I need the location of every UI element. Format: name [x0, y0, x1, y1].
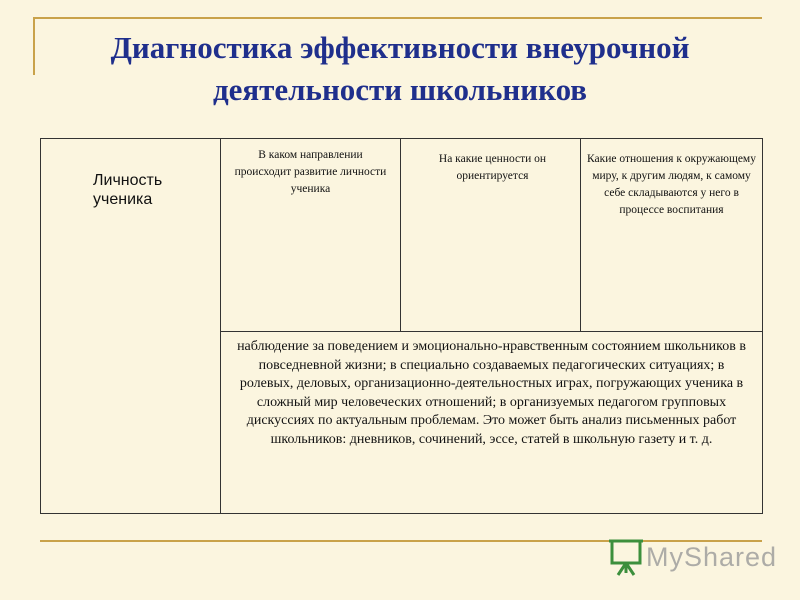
left-decor-bar — [33, 17, 35, 75]
top-decor-line — [34, 17, 762, 19]
watermark-logo — [606, 537, 776, 577]
row-header-cell: Личность ученика — [41, 139, 221, 514]
watermark-text: MyShared — [646, 542, 778, 572]
slide-title: Диагностика эффективности внеурочной деятельности школьников — [110, 30, 690, 107]
question-cell-values: На какие ценности он ориентируется — [401, 139, 581, 332]
diagnostics-table — [40, 138, 763, 514]
question-cell-development-direction: В каком направлении происходит развитие личности ученика — [221, 139, 401, 332]
methods-cell: наблюдение за поведением и эмоционально-нравственным состоянием школьников в повседневной жизни; в специально создаваемых педагогических ситуациях; в ролевых, деловых, организационно-деятельностных играх, погружающих ученика в сложный мир человеческих отношений; в организуемых педагогом групповых дискуссиях по актуальным проблемам. Это может быть анализ письменных работ школьников: дневников, сочинений, эссе, статей в школьную газету и т. д. — [221, 332, 763, 514]
presentation-board-icon — [606, 537, 646, 577]
question-cell-relations: Какие отношения к окружающему миру, к другим людям, к самому себе складываются у него в процессе воспитания — [581, 139, 763, 332]
table-row — [41, 139, 763, 332]
